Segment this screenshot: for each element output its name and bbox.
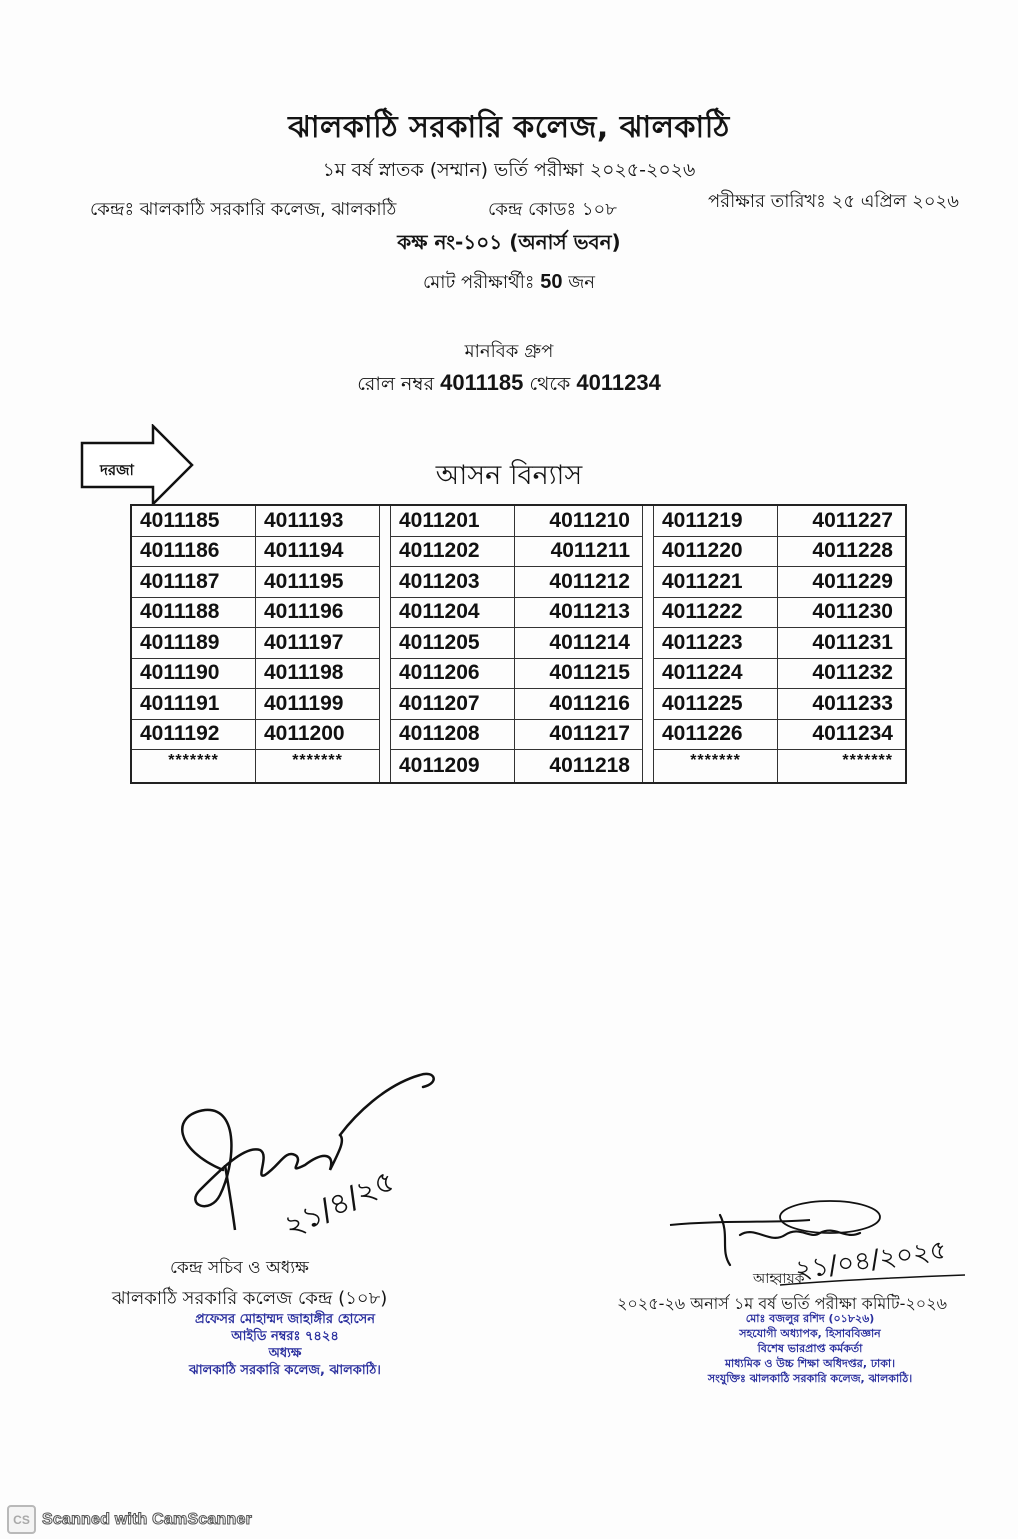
group-name: মানবিক গ্রুপ	[464, 341, 554, 362]
seat-roll-number: 4011203	[391, 567, 515, 598]
aisle-gap	[643, 536, 654, 567]
aisle-gap	[643, 719, 654, 750]
seat-roll-number: 4011205	[391, 628, 515, 659]
seat-roll-number: 4011233	[778, 689, 907, 720]
aisle-gap	[643, 689, 654, 720]
seat-roll-number: 4011202	[391, 536, 515, 567]
seat-roll-number: 4011204	[391, 597, 515, 628]
aisle-gap	[380, 597, 391, 628]
seat-row	[131, 719, 906, 750]
seat-roll-number: 4011223	[654, 628, 778, 659]
seat-roll-number: 4011206	[391, 658, 515, 689]
aisle-gap	[380, 719, 391, 750]
empty-seat: *******	[778, 750, 907, 783]
roll-prefix: রোল নম্বর	[357, 373, 435, 395]
seat-roll-number: 4011230	[778, 597, 907, 628]
right-signatory-role: আহ্বায়ক	[753, 1271, 805, 1287]
seat-roll-number: 4011212	[515, 567, 643, 598]
aisle-gap	[643, 628, 654, 659]
seat-roll-number: 4011189	[131, 628, 256, 659]
seat-roll-number: 4011197	[256, 628, 380, 659]
seat-roll-number: 4011220	[654, 536, 778, 567]
aisle-gap	[380, 689, 391, 720]
seat-row	[131, 750, 906, 783]
left-signature	[165, 1055, 465, 1245]
stamp-line: সংযুক্তিঃ ঝালকাঠি সরকারি কলেজ, ঝালকাঠি।	[707, 1372, 913, 1385]
seat-roll-number: 4011209	[391, 750, 515, 783]
roll-mid: থেকে	[529, 373, 571, 395]
camscanner-text: Scanned with CamScanner	[42, 1510, 252, 1528]
right-signature	[660, 1195, 970, 1305]
roll-from: 4011185	[440, 370, 524, 395]
seat-roll-number: 4011222	[654, 597, 778, 628]
seat-roll-number: 4011217	[515, 719, 643, 750]
seat-roll-number: 4011200	[256, 719, 380, 750]
seat-roll-number: 4011186	[131, 536, 256, 567]
aisle-gap	[643, 567, 654, 598]
right-signatory-committee: ২০২৫-২৬ অনার্স ১ম বর্ষ ভর্তি পরীক্ষা কমিটি-২০২৬	[617, 1294, 947, 1313]
total-count: 50	[540, 271, 563, 293]
seat-roll-number: 4011224	[654, 658, 778, 689]
roll-range	[0, 370, 1018, 402]
aisle-gap	[643, 597, 654, 628]
seat-roll-number: 4011234	[778, 719, 907, 750]
seat-roll-number: 4011192	[131, 719, 256, 750]
seat-roll-number: 4011190	[131, 658, 256, 689]
seat-roll-number: 4011214	[515, 628, 643, 659]
stamp-line: অধ্যক্ষ	[268, 1346, 302, 1361]
seat-roll-number: 4011208	[391, 719, 515, 750]
seat-roll-number: 4011211	[515, 536, 643, 567]
aisle-gap	[380, 628, 391, 659]
aisle-gap	[380, 750, 391, 783]
right-seal-stamp	[690, 1311, 930, 1386]
total-examinees	[0, 268, 1018, 299]
seat-roll-number: 4011226	[654, 719, 778, 750]
stamp-line: আইডি নম্বরঃ ৭৪২৪	[231, 1329, 339, 1344]
seat-plan-title: আসন বিন্যাস	[435, 460, 583, 491]
left-seal-stamp	[180, 1311, 390, 1379]
aisle-gap	[380, 658, 391, 689]
seat-roll-number: 4011185	[131, 505, 256, 536]
empty-seat: *******	[256, 750, 380, 783]
seat-roll-number: 4011196	[256, 597, 380, 628]
door-label: দরজা	[100, 461, 134, 479]
seat-roll-number: 4011219	[654, 505, 778, 536]
total-label: মোট পরীক্ষার্থীঃ	[422, 272, 535, 293]
seat-roll-number: 4011216	[515, 689, 643, 720]
seat-roll-number: 4011215	[515, 658, 643, 689]
exam-subtitle: ১ম বর্ষ স্নাতক (সম্মান) ভর্তি পরীক্ষা ২০২৫-২০২৬	[322, 159, 696, 181]
college-title: ঝালকাঠি সরকারি কলেজ, ঝালকাঠি	[288, 110, 730, 145]
seat-roll-number: 4011187	[131, 567, 256, 598]
seat-roll-number: 4011227	[778, 505, 907, 536]
left-signatory-role: কেন্দ্র সচিব ও অধ্যক্ষ	[170, 1258, 309, 1278]
empty-seat: *******	[654, 750, 778, 783]
seat-roll-number: 4011232	[778, 658, 907, 689]
left-signatory-college: ঝালকাঠি সরকারি কলেজ কেন্দ্র (১০৮)	[112, 1288, 388, 1309]
seat-roll-number: 4011194	[256, 536, 380, 567]
seat-roll-number: 4011229	[778, 567, 907, 598]
seat-roll-number: 4011188	[131, 597, 256, 628]
seat-row	[131, 505, 906, 536]
exam-date: পরীক্ষার তারিখঃ ২৫ এপ্রিল ২০২৬	[708, 191, 959, 212]
total-unit: জন	[568, 272, 596, 293]
seat-row	[131, 658, 906, 689]
seat-roll-number: 4011210	[515, 505, 643, 536]
aisle-gap	[380, 536, 391, 567]
room-number: কক্ষ নং-১০১ (অনার্স ভবন)	[397, 230, 621, 254]
right-signature-date: ২১/০৪/২০২৫	[793, 1234, 949, 1286]
exam-center-code: কেন্দ্র কোডঃ ১০৮	[488, 199, 617, 220]
seat-plan-table	[130, 504, 907, 784]
stamp-line: সহযোগী অধ্যাপক, হিসাববিজ্ঞান	[739, 1327, 881, 1340]
aisle-gap	[380, 505, 391, 536]
seat-row	[131, 597, 906, 628]
seat-row	[131, 567, 906, 598]
camscanner-watermark	[7, 1505, 252, 1534]
stamp-line: বিশেষ ভারপ্রাপ্ত কর্মকর্তা	[757, 1342, 863, 1355]
seat-roll-number: 4011221	[654, 567, 778, 598]
stamp-line: প্রফেসর মোহাম্মদ জাহাঙ্গীর হোসেন	[194, 1312, 376, 1327]
aisle-gap	[380, 567, 391, 598]
seat-roll-number: 4011213	[515, 597, 643, 628]
seat-roll-number: 4011195	[256, 567, 380, 598]
camscanner-logo-icon: CS	[7, 1505, 36, 1534]
roll-to: 4011234	[576, 370, 661, 395]
seat-roll-number: 4011199	[256, 689, 380, 720]
seat-roll-number: 4011198	[256, 658, 380, 689]
seat-roll-number: 4011228	[778, 536, 907, 567]
seat-roll-number: 4011218	[515, 750, 643, 783]
stamp-line: মোঃ বজলুর রশিদ (০১৮২৬)	[745, 1312, 875, 1325]
seat-roll-number: 4011225	[654, 689, 778, 720]
stamp-line: মাধ্যমিক ও উচ্চ শিক্ষা অধিদপ্তর, ঢাকা।	[724, 1357, 896, 1370]
empty-seat: *******	[131, 750, 256, 783]
seat-roll-number: 4011191	[131, 689, 256, 720]
aisle-gap	[643, 750, 654, 783]
aisle-gap	[643, 505, 654, 536]
left-signature-date: ২১/৪/২৫	[278, 1163, 401, 1245]
seat-roll-number: 4011201	[391, 505, 515, 536]
seat-row	[131, 628, 906, 659]
exam-center-name: কেন্দ্রঃ ঝালকাঠি সরকারি কলেজ, ঝালকাঠি	[90, 199, 397, 220]
seat-row	[131, 689, 906, 720]
seat-roll-number: 4011207	[391, 689, 515, 720]
seat-row	[131, 536, 906, 567]
seat-roll-number: 4011193	[256, 505, 380, 536]
aisle-gap	[643, 658, 654, 689]
stamp-line: ঝালকাঠি সরকারি কলেজ, ঝালকাঠি।	[189, 1363, 381, 1378]
seat-roll-number: 4011231	[778, 628, 907, 659]
